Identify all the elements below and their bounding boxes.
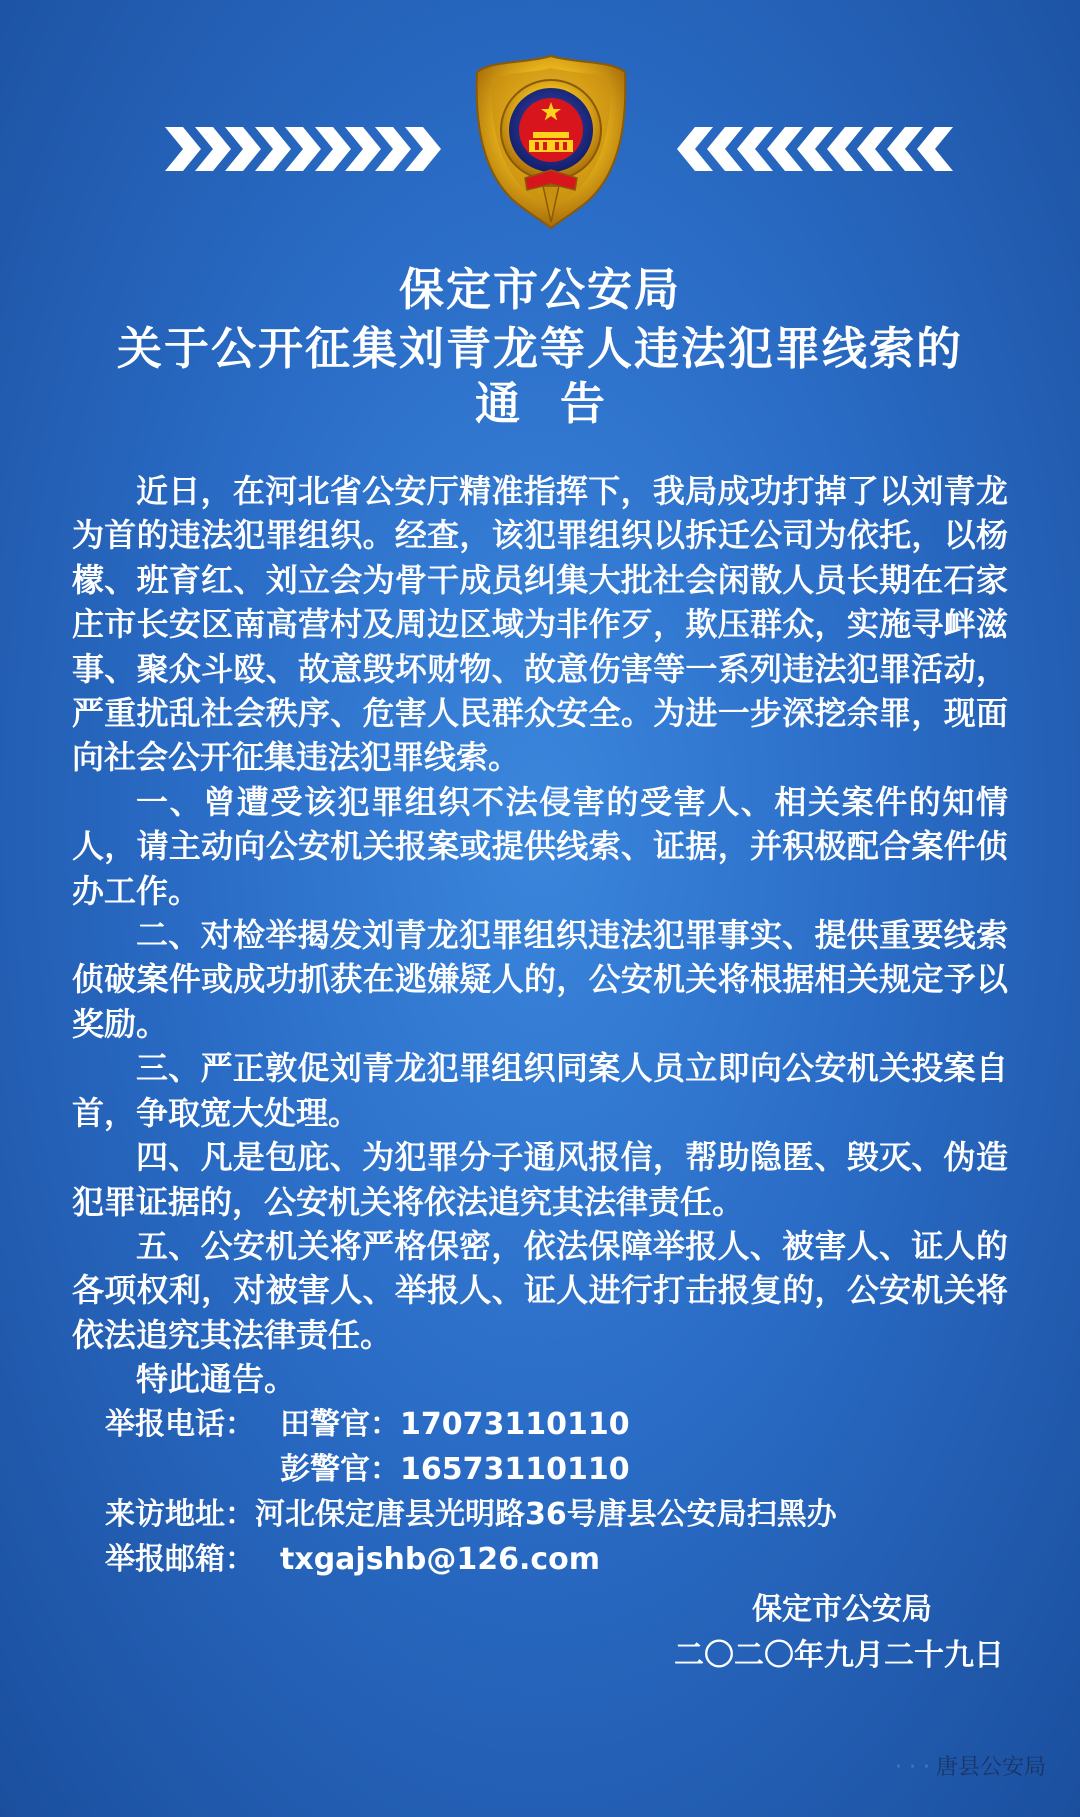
watermark	[895, 1750, 1046, 1781]
watermark-text: 唐县公安局	[935, 1755, 1046, 1780]
address-label: 来访地址：	[105, 1497, 255, 1532]
phone-number-1: 田警官：17073110110	[280, 1407, 630, 1442]
phone-number-2: 彭警官：16573110110	[280, 1452, 630, 1487]
contact-phone-row-1	[105, 1403, 630, 1447]
paragraph-item-3: 三、严正敦促刘青龙犯罪组织同案人员立即向公安机关投案自首，争取宽大处理。	[72, 1049, 1008, 1132]
signature-org: 保定市公安局	[752, 1592, 932, 1627]
paragraph-item-5: 五、公安机关将严格保密，依法保障举报人、被害人、证人的各项权利，对被害人、举报人、证人进行打击报复的，公安机关将依法追究其法律责任。	[72, 1226, 1008, 1354]
header-emblem-row	[0, 50, 1080, 230]
contact-email-row	[105, 1538, 600, 1582]
notice-body	[72, 469, 1008, 1402]
address-value: 河北保定唐县光明路36号唐县公安局扫黑办	[255, 1497, 837, 1532]
title-subject: 关于公开征集刘青龙等人违法犯罪线索的	[116, 322, 963, 375]
police-emblem-icon	[463, 50, 639, 230]
title-notice: 通告	[474, 377, 645, 430]
paragraph-closing: 特此通告。	[136, 1360, 297, 1399]
contact-address-row	[105, 1493, 837, 1537]
signature-date: 二〇二〇年九月二十九日	[674, 1638, 1004, 1673]
email-value: txgajshb@126.com	[280, 1542, 601, 1577]
phone-label: 举报电话：	[105, 1407, 255, 1442]
watermark-dots-icon: · · ·	[895, 1755, 930, 1780]
chevron-right-icon	[165, 123, 445, 175]
paragraph-intro: 近日，在河北省公安厅精准指挥下，我局成功打掉了以刘青龙为首的违法犯罪组织。经查，该犯罪组织以拆迁公司为依托，以杨檬、班育红、刘立会为骨干成员纠集大批社会闲散人员长期在石家庄市长安区南高营村及周边区域为非作歹，欺压群众，实施寻衅滋事、聚众斗殴、故意毁坏财物、故意伤害等一系列违法犯罪活动，严重扰乱社会秩序、危害人民群众安全。为进一步深挖余罪，现面向社会公开征集违法犯罪线索。	[72, 472, 1008, 777]
paragraph-item-4: 四、凡是包庇、为犯罪分子通风报信，帮助隐匿、毁灭、伪造犯罪证据的，公安机关将依法追究其法律责任。	[72, 1138, 1008, 1221]
title-issuer: 保定市公安局	[398, 263, 681, 316]
email-label: 举报邮箱：	[105, 1542, 255, 1577]
paragraph-item-2: 二、对检举揭发刘青龙犯罪组织违法犯罪事实、提供重要线索侦破案件或成功抓获在逃嫌疑人的，公安机关将根据相关规定予以奖励。	[72, 916, 1008, 1043]
paragraph-item-1: 一、曾遭受该犯罪组织不法侵害的受害人、相关案件的知情人，请主动向公安机关报案或提供线索、证据，并积极配合案件侦办工作。	[72, 782, 1008, 910]
contact-phone-row-2	[105, 1448, 630, 1492]
chevron-left-icon	[673, 123, 953, 175]
